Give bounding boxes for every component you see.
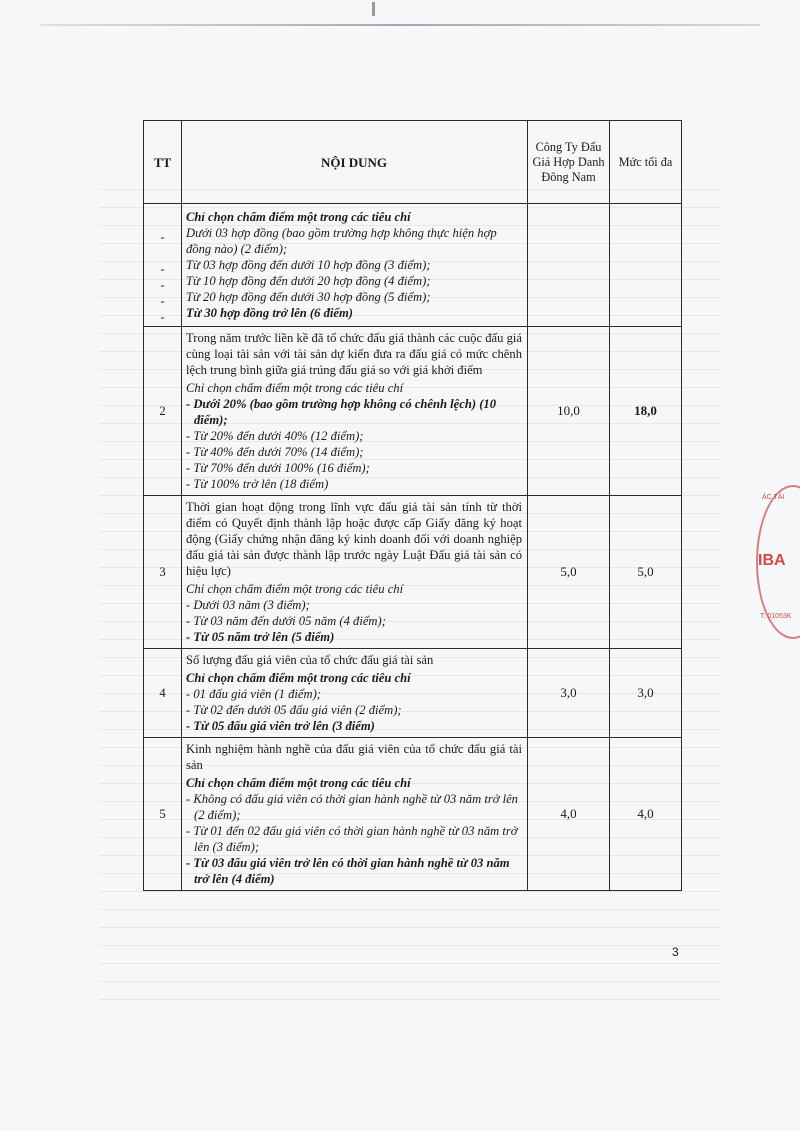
criteria-intro: Thời gian hoạt động trong lĩnh vực đấu giá tài sản tính từ thời điểm có Quyết định thành lập hoặc được cấp Giấy đăng ký hoạt động (Giấy chứng nhận đăng ký kinh doanh đối với doanh nghiệp đấu giá tài sản được thành lập trước ngày Luật Đấu giá tài sản có hiệu lực): [186, 500, 522, 578]
criteria-option: - Từ 40% đến dưới 70% (14 điểm);: [186, 445, 364, 459]
criteria-option: - Dưới 03 năm (3 điểm);: [186, 598, 310, 612]
table-row: [144, 204, 682, 327]
row-dash: -: [160, 278, 165, 292]
header-content: NỘI DUNG: [182, 121, 528, 204]
criteria-option-selected: - Từ 03 đấu giá viên trở lên có thời gian hành nghề từ 03 năm trở lên (4 điểm): [186, 856, 510, 886]
criteria-option: Từ 03 hợp đồng đến dưới 10 hợp đồng (3 điểm);: [186, 258, 431, 272]
row-score: 4,0: [528, 738, 610, 891]
row-dash: -: [160, 230, 165, 244]
row-tt: 2: [144, 327, 182, 496]
table-row: [144, 649, 682, 738]
row-content: [182, 496, 528, 649]
seal-main-text: IBA: [758, 552, 786, 569]
criteria-intro: Trong năm trước liền kề đã tổ chức đấu giá thành các cuộc đấu giá cùng loại tài sản với tài sản dự kiến đưa ra đấu giá có mức chênh lệch trung bình giữa giá trúng đấu giá so với giá khởi điểm: [186, 331, 522, 377]
scoring-table: [143, 120, 682, 891]
criteria-heading: Chỉ chọn chấm điểm một trong các tiêu chí: [186, 210, 411, 224]
header-max: Mức tối đa: [610, 121, 682, 204]
criteria-option: Dưới 03 hợp đồng (bao gồm trường hợp không thực hiện hợp đồng nào) (2 điểm);: [186, 226, 497, 256]
criteria-heading: Chỉ chọn chấm điểm một trong các tiêu chí: [186, 582, 404, 596]
row-score: [528, 204, 610, 327]
criteria-option: - Từ 02 đến dưới 05 đấu giá viên (2 điểm);: [186, 703, 402, 717]
row-content: [182, 204, 528, 327]
criteria-intro: Kinh nghiệm hành nghề của đấu giá viên của tổ chức đấu giá tài sản: [186, 742, 522, 772]
criteria-option: - Từ 70% đến dưới 100% (16 điểm);: [186, 461, 370, 475]
criteria-intro: Số lượng đấu giá viên của tổ chức đấu giá tài sản: [186, 653, 434, 667]
page-number: 3: [672, 945, 679, 959]
row-max: 3,0: [610, 649, 682, 738]
row-score: 3,0: [528, 649, 610, 738]
row-dash: -: [160, 262, 165, 276]
criteria-option: - Từ 03 năm đến dưới 05 năm (4 điểm);: [186, 614, 386, 628]
row-max: [610, 204, 682, 327]
row-tt: 5: [144, 738, 182, 891]
criteria-heading: Chỉ chọn chấm điểm một trong các tiêu chí: [186, 381, 404, 395]
criteria-option-selected: - Từ 05 năm trở lên (5 điểm): [186, 630, 335, 644]
row-max: 18,0: [610, 327, 682, 496]
criteria-option: - Từ 01 đến 02 đấu giá viên có thời gian hành nghề từ 03 năm trở lên (3 điểm);: [186, 824, 518, 854]
table-header-row: [144, 121, 682, 204]
row-score: 5,0: [528, 496, 610, 649]
criteria-option: - 01 đấu giá viên (1 điểm);: [186, 687, 321, 701]
seal-bottom-text: T: 01053K: [760, 613, 792, 620]
row-content: [182, 738, 528, 891]
row-max: 4,0: [610, 738, 682, 891]
table-row: [144, 496, 682, 649]
scan-artifact-line: [40, 24, 760, 26]
seal-top-text: ÁC TÀI: [762, 494, 785, 501]
criteria-option-selected: Từ 30 hợp đồng trở lên (6 điểm): [186, 306, 353, 320]
row-max: 5,0: [610, 496, 682, 649]
row-dash: -: [160, 294, 165, 308]
row-dashes: [144, 204, 182, 327]
table-row: [144, 327, 682, 496]
criteria-option: - Từ 20% đến dưới 40% (12 điểm);: [186, 429, 364, 443]
scan-artifact-mark: [372, 2, 375, 16]
row-dash: -: [160, 310, 165, 324]
row-tt: 4: [144, 649, 182, 738]
row-content: [182, 649, 528, 738]
table-row: [144, 738, 682, 891]
criteria-option: Từ 20 hợp đồng đến dưới 30 hợp đồng (5 điểm);: [186, 290, 431, 304]
header-tt: TT: [144, 121, 182, 204]
criteria-option-selected: - Dưới 20% (bao gồm trường hợp không có chênh lệch) (10 điểm);: [186, 397, 496, 427]
row-score: 10,0: [528, 327, 610, 496]
criteria-heading: Chỉ chọn chấm điểm một trong các tiêu chí: [186, 776, 411, 790]
row-content: [182, 327, 528, 496]
criteria-option: - Từ 100% trở lên (18 điểm): [186, 477, 329, 491]
criteria-heading: Chỉ chọn chấm điểm một trong các tiêu chí: [186, 671, 411, 685]
criteria-option: - Không có đấu giá viên có thời gian hành nghề từ 03 năm trở lên (2 điểm);: [186, 792, 518, 822]
criteria-option-selected: - Từ 05 đấu giá viên trở lên (3 điểm): [186, 719, 375, 733]
header-company: Công Ty Đấu Giá Hợp Danh Đông Nam: [528, 121, 610, 204]
criteria-option: Từ 10 hợp đồng đến dưới 20 hợp đồng (4 điểm);: [186, 274, 431, 288]
row-tt: 3: [144, 496, 182, 649]
